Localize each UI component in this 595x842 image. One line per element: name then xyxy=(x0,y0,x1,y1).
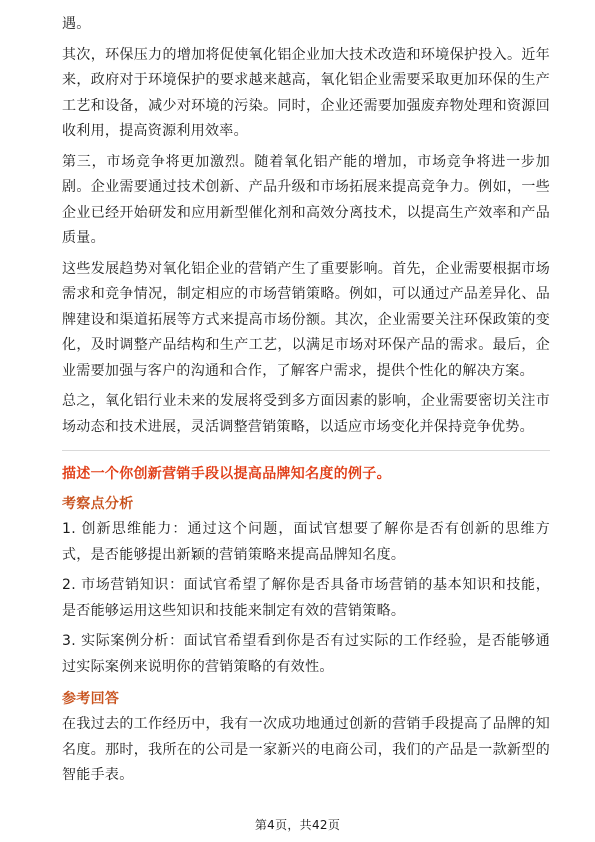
body-paragraph: 其次，环保压力的增加将促使氧化铝企业加大技术改造和环境保护投入。近年来，政府对于环境保护的要求越来越高，氧化铝企业需要采取更加环保的生产工艺和设备，减少对环境的污染。同时，企业还需要加强废弃物处理和资源回收利用，提高资源利用效率。 xyxy=(62,46,550,139)
analysis-heading: 考察点分析 xyxy=(62,496,134,512)
interview-question: 描述一个你创新营销手段以提高品牌知名度的例子。 xyxy=(62,466,391,482)
body-paragraph: 这些发展趋势对氧化铝企业的营销产生了重要影响。首先，企业需要根据市场需求和竞争情况，制定相应的市场营销策略。例如，可以通过产品差异化、品牌建设和渠道拓展等方式来提高市场份额。其次，企业需要关注环保政策的变化，及时调整产品结构和生产工艺，以满足市场对环保产品的需求。最后，企业需要加强与客户的沟通和合作，了解客户需求，提供个性化的解决方案。 xyxy=(62,260,550,379)
body-paragraph: 第三，市场竞争将更加激烈。随着氧化铝产能的增加，市场竞争将进一步加剧。企业需要通过技术创新、产品升级和市场拓展来提高竞争力。例如，一些企业已经开始研发和应用新型催化剂和高效分离技术，以提高生产效率和产品质量。 xyxy=(62,153,550,246)
analysis-point: 1. 创新思维能力：通过这个问题，面试官想要了解你是否有创新的思维方式，是否能够提出新颖的营销策略来提高品牌知名度。 xyxy=(62,521,550,563)
analysis-point: 3. 实际案例分析：面试官希望看到你是否有过实际的工作经验，是否能够通过实际案例来说明你的营销策略的有效性。 xyxy=(62,633,550,675)
section-divider xyxy=(62,450,550,451)
document-page xyxy=(62,12,550,794)
analysis-point: 2. 市场营销知识：面试官希望了解你是否具备市场营销的基本知识和技能，是否能够运用这些知识和技能来制定有效的营销策略。 xyxy=(62,577,550,619)
answer-text: 在我过去的工作经历中，我有一次成功地通过创新的营销手段提高了品牌的知名度。那时，我所在的公司是一家新兴的电商公司，我们的产品是一款新型的智能手表。 xyxy=(62,716,550,783)
body-paragraph: 总之，氧化铝行业未来的发展将受到多方面因素的影响，企业需要密切关注市场动态和技术进展，灵活调整营销策略，以适应市场变化并保持竞争优势。 xyxy=(62,393,550,435)
body-paragraph: 遇。 xyxy=(62,16,91,32)
page-number: 第4页，共42页 xyxy=(254,818,341,832)
answer-heading: 参考回答 xyxy=(62,691,120,707)
